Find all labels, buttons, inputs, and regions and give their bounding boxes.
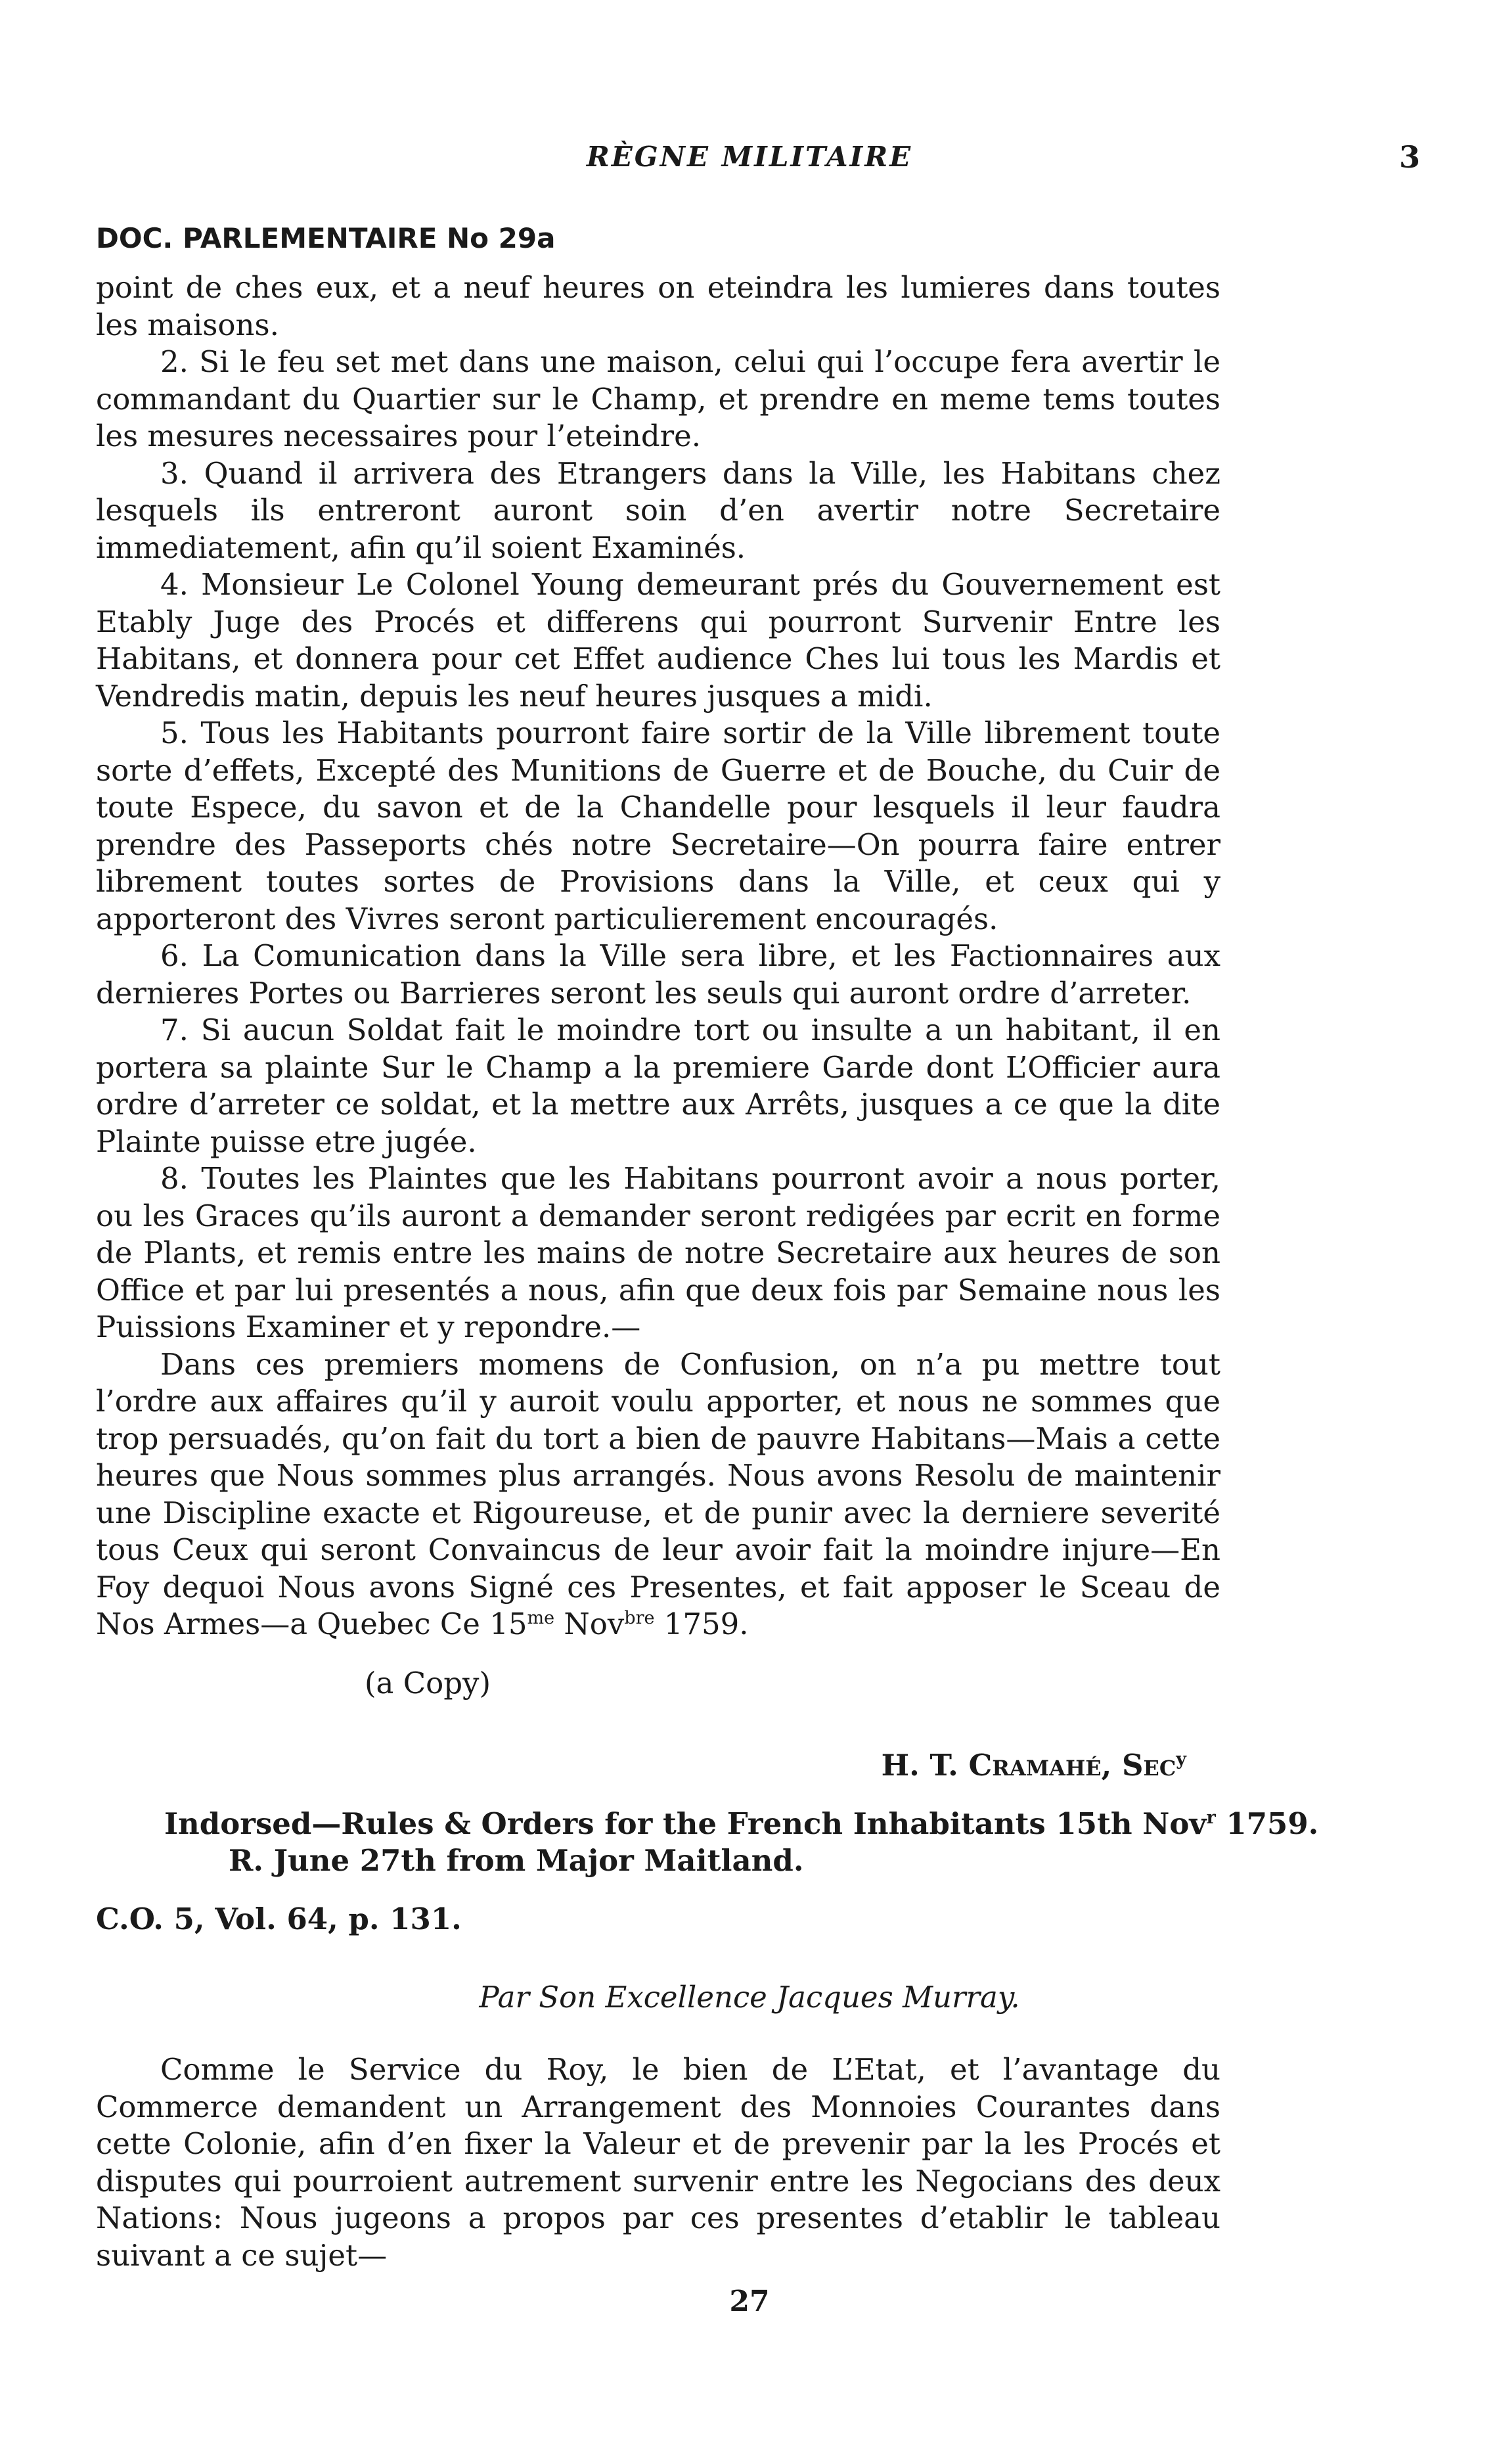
date-month-suffix: bre	[624, 1608, 655, 1628]
paragraph-conclusion	[96, 1346, 1220, 1643]
paragraph-article-6: 6. La Comunication dans la Ville sera libre, et les Factionnaires aux dernieres Portes ou Barrieres seront les seuls qui auront ordre d’arreter.	[96, 938, 1220, 1011]
paragraph-article-4: 4. Monsieur Le Colonel Young demeurant prés du Gouvernement est Etably Juge des Procés et differens qui pourront Survenir Entre les Habitans, et donnera pour cet Effet audience Ches lui tous les Mardis et Vendredis matin, depuis les neuf heures jusques a midi.	[96, 567, 1220, 714]
conclusion-text: Dans ces premiers momens de Confusion, on n’a pu mettre tout l’ordre aux affaires qu’il y auroit voulu apporter, et nous ne sommes que trop persuadés, qu’on fait du tort a bien de pauvre Habitans—Mais a cette heures que Nous sommes plus arrangés. Nous avons Resolu de maintenir une Discipline exacte et Rigoureuse, et de punir avec la derniere severité tous Ceux qui seront Convaincus de leur avoir fait la moindre injure—En Foy dequoi Nous avons Signé ces Presentes, et fait apposer le Sceau de Nos Armes—a Quebec Ce	[96, 1346, 1220, 1641]
folio-number: 27	[729, 2285, 770, 2318]
paragraph-article-8: 8. Toutes les Plaintes que les Habitans pourront avoir a nous porter, ou les Graces qu’ils auront a demander seront redigées par ecrit en forme de Plants, et remis entre les mains de notre Secretaire aux heures de son Office et par lui presentés a nous, afin que deux fois par Semaine nous les Puissions Examiner et y repondre.—	[96, 1161, 1220, 1344]
indorsement-line-1	[164, 1806, 1318, 1842]
paragraph-article-2: 2. Si le feu set met dans une maison, celui qui l’occupe fera avertir le commandant du Quartier sur le Champ, et prendre en meme tems toutes les mesures necessaires pour l’eteindre.	[96, 344, 1220, 453]
second-document-paragraph: Comme le Service du Roy, le bien de L’Etat, et l’avantage du Commerce demandent un Arrangement des Monnoies Courantes dans cette Colonie, afin d’en fixer la Valeur et de prevenir par la les Procés et disputes qui pourroient autrement survenir entre les Negocians des deux Nations: Nous jugeons a propos par ces presentes d’etablir le tableau suivant a ce sujet—	[96, 2052, 1220, 2273]
paragraph-article-7: 7. Si aucun Soldat fait le moindre tort ou insulte a un habitant, il en portera sa plainte Sur le Champ a la premiere Garde dont L’Officier aura ordre d’arreter ce soldat, et la mettre aux Arrêts, jusques a ce que la dite Plainte puisse etre jugée.	[96, 1013, 1220, 1159]
document-reference: DOC. PARLEMENTAIRE No 29a	[96, 222, 556, 254]
paragraph-article-5: 5. Tous les Habitants pourront faire sortir de la Ville librement toute sorte d’effets, Excepté des Munitions de Guerre et de Bouche, du Cuir de toute Espece, du savon et de la Chandelle pour lesquels il leur faudra prendre des Passeports chés notre Secretaire—On pourra faire entrer librement toutes sortes de Provisions dans la Ville, et ceux qui y apporteront des Vivres seront particulierement encouragés.	[96, 716, 1220, 936]
date-year: 1759.	[663, 1607, 749, 1641]
second-document-body	[96, 2051, 1220, 2274]
signature-name: H. T. Cramahé, Sec	[881, 1748, 1176, 1783]
copy-note: (a Copy)	[365, 1666, 491, 1700]
second-document-heading: Par Son Excellence Jacques Murray.	[479, 1980, 1020, 2015]
signature-suffix: y	[1176, 1749, 1186, 1769]
indorsement-text: Indorsed—Rules & Orders for the French Inhabitants 15th Nov	[164, 1806, 1207, 1841]
date-day: 15	[489, 1607, 527, 1641]
body-text	[96, 269, 1220, 1643]
indorsement	[164, 1806, 1318, 1879]
indorsement-year: 1759.	[1215, 1806, 1319, 1841]
paragraph-continued: point de ches eux, et a neuf heures on eteindra les lumieres dans toutes les maisons.	[96, 270, 1220, 342]
date-day-suffix: me	[527, 1608, 555, 1628]
indorsement-line-2: R. June 27th from Major Maitland.	[229, 1843, 804, 1878]
signature	[882, 1748, 1186, 1783]
running-title: RÈGNE MILITAIRE	[586, 141, 913, 173]
paragraph-article-3: 3. Quand il arrivera des Etrangers dans la Ville, les Habitans chez lesquels ils entreront auront soin d’en avertir notre Secretaire immediatement, afin qu’il soient Examinés.	[96, 455, 1220, 565]
source-reference: C.O. 5, Vol. 64, p. 131.	[96, 1902, 462, 1936]
indorsement-suffix: r	[1206, 1808, 1216, 1828]
page-number: 3	[1398, 139, 1420, 175]
date-month: Nov	[564, 1607, 625, 1641]
